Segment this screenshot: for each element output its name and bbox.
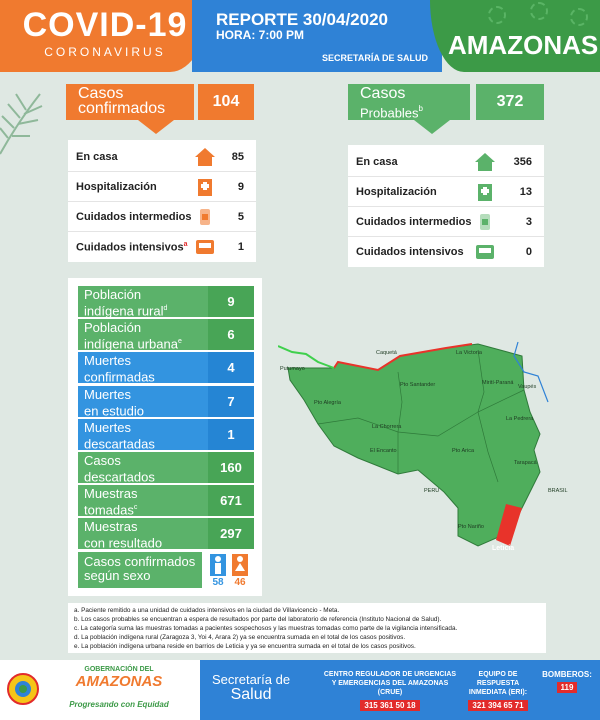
map-label: La Victoria — [456, 350, 482, 356]
stat-value: 297 — [208, 518, 254, 549]
virus-icon — [488, 6, 506, 24]
stat-row — [78, 518, 254, 549]
house-icon — [474, 151, 496, 173]
stat-value: 9 — [208, 286, 254, 317]
slogan: Progresando con Equidad — [69, 700, 169, 709]
confirmados-title-line2: confirmados — [78, 100, 166, 117]
map-label: Pto Nariño — [458, 524, 484, 530]
stat-label-line2: indígena rural — [84, 303, 164, 319]
row-label — [76, 241, 187, 254]
map-label: Pto Santander — [400, 382, 436, 388]
stat-row — [78, 452, 254, 483]
probables-title-line1: Casos — [360, 85, 406, 102]
footnote-a: a. Paciente remitido a una unidad de cuidados intensivos en la ciudad de Villavicencio - Meta. — [74, 607, 340, 614]
row-label: En casa — [76, 151, 118, 163]
stat-label — [84, 388, 204, 418]
row-value: 0 — [525, 246, 532, 258]
stat-label — [84, 454, 204, 484]
stat-value: 1 — [208, 419, 254, 450]
region-banner — [430, 0, 600, 72]
list-item — [348, 207, 544, 237]
gobernacion-block — [40, 666, 198, 709]
secretaria-block — [212, 672, 290, 702]
stat-label-line1: Muestras — [84, 486, 138, 502]
list-item — [68, 202, 256, 232]
stat-label-line1: Población — [84, 287, 142, 302]
footnote-d: d. La población indígena rural (Zaragoza 3, Yoi 4, Arara 2) ya se encuentra sumada en el total de los casos positivos. — [74, 634, 406, 641]
crue-phone[interactable]: 315 361 50 18 — [360, 700, 419, 711]
eri-phone[interactable]: 321 394 65 71 — [468, 700, 527, 711]
row-value: 1 — [237, 241, 244, 253]
map-label: Tarapacá — [514, 460, 537, 466]
virus-icon — [530, 2, 548, 20]
stat-label-line2: tomadas — [84, 502, 134, 518]
covid-subtitle: CORONAVIRUS — [44, 45, 166, 59]
row-value: 5 — [237, 211, 244, 223]
footnote-b: b. Los casos probables se encuentran a espera de resultados por parte del laboratorio de referencia (Instituto Nacional de Salud). — [74, 616, 442, 623]
covid-title: COVID-19 — [22, 6, 188, 44]
map-label: La Chorrera — [372, 424, 402, 430]
stat-label-line2: indígena urbana — [84, 336, 178, 352]
house-icon — [194, 146, 216, 168]
stat-label-line2: en estudio — [84, 402, 144, 418]
list-item — [348, 147, 544, 177]
stat-label — [84, 487, 204, 517]
female-icon — [232, 554, 248, 576]
stat-label — [84, 520, 204, 550]
row-label: En casa — [356, 156, 398, 168]
eri-line1: EQUIPO DE RESPUESTA — [476, 671, 520, 687]
gobernacion-line1: GOBERNACIÓN DEL — [84, 666, 154, 673]
stat-label-line2: descartadas — [84, 436, 155, 452]
footnote-marker: e — [177, 338, 182, 346]
map-label: El Encanto — [370, 448, 397, 454]
stat-value: 4 — [208, 352, 254, 383]
stat-label-line2: descartados — [84, 469, 155, 485]
footnote-e: e. La población indígena urbana reside en barrios de Leticia y ya se encuentra sumada en el total de los casos positivos. — [74, 643, 416, 650]
footnote-c: c. La categoría suma las muestras tomadas a pacientes sospechosos y las muestras tomadas como parte de la vigilancia intensificada. — [74, 625, 458, 632]
probables-title-line2: Probables — [360, 105, 419, 121]
map-label: Pto Arica — [452, 448, 475, 454]
stat-label-line1: Muertes — [84, 419, 131, 435]
row-label: Cuidados intermedios — [356, 216, 472, 228]
row-label: Hospitalización — [76, 181, 157, 193]
row-value: 356 — [513, 156, 532, 168]
eri-block — [462, 670, 534, 711]
confirmados-card — [68, 140, 256, 262]
stat-label-line1: Muertes — [84, 386, 131, 402]
list-item — [68, 142, 256, 172]
map-label: Putumayo — [280, 366, 305, 372]
stat-row — [78, 286, 254, 317]
palm-leaf-icon — [0, 88, 46, 158]
stat-value: 7 — [208, 386, 254, 417]
probables-arrow-icon — [414, 120, 450, 134]
bomberos-block — [538, 670, 596, 693]
row-label: Cuidados intensivos — [356, 246, 464, 258]
confirmados-title-line1: Casos — [78, 85, 124, 102]
row-value: 3 — [525, 216, 532, 228]
stat-value: 671 — [208, 485, 254, 516]
stat-row — [78, 485, 254, 516]
stat-label-line2: confirmadas — [84, 369, 155, 385]
row-label: Hospitalización — [356, 186, 437, 198]
footnote-marker: b — [418, 104, 423, 113]
stat-row — [78, 419, 254, 450]
map-label: Mirití-Paraná — [482, 380, 514, 386]
confirmados-total: 104 — [198, 84, 254, 120]
row-value: 9 — [237, 181, 244, 193]
map-label: BRASIL — [548, 488, 568, 494]
virus-icon — [570, 8, 588, 26]
male-count: 58 — [212, 577, 224, 588]
stat-value: 6 — [208, 319, 254, 350]
stat-row — [78, 352, 254, 383]
icu-monitor-icon — [194, 236, 216, 258]
map-label: Vaupés — [518, 384, 537, 390]
map-label: La Pedrera — [506, 416, 534, 422]
list-item — [68, 232, 256, 262]
report-time: HORA: 7:00 PM — [216, 28, 305, 42]
report-secretaria: SECRETARÍA DE SALUD — [321, 53, 428, 63]
stat-value: 160 — [208, 452, 254, 483]
stat-label-line1: Muertes — [84, 353, 131, 369]
confirmados-title — [66, 84, 194, 120]
probables-title — [348, 84, 470, 120]
report-banner — [192, 0, 442, 72]
stat-label — [84, 354, 204, 384]
row-value: 13 — [519, 186, 532, 198]
bomberos-label: BOMBEROS: — [542, 670, 592, 679]
sexo-row — [78, 552, 202, 588]
crue-line2: Y EMERGENCIAS DEL AMAZONAS (CRUE) — [331, 680, 449, 696]
iv-drip-icon — [474, 211, 496, 233]
hospital-icon — [194, 176, 216, 198]
female-count: 46 — [234, 577, 246, 588]
map-region-shape — [288, 344, 540, 546]
map-label: Leticia — [492, 545, 515, 552]
stat-label — [84, 421, 204, 451]
crue-line1: CENTRO REGULADOR DE URGENCIAS — [323, 671, 457, 678]
secretaria-line1: Secretaría de — [212, 672, 291, 687]
sexo-label-line2: según sexo — [84, 568, 151, 583]
footnote-marker: a — [183, 241, 188, 248]
gobernacion-logo-icon — [6, 672, 40, 706]
covid-banner — [0, 0, 210, 72]
footnote-marker: d — [163, 305, 168, 312]
amazonas-map — [278, 332, 578, 562]
footer — [0, 660, 600, 720]
footer-contact-bar — [200, 660, 600, 720]
header — [0, 0, 600, 72]
hospital-icon — [474, 181, 496, 203]
confirmados-arrow-icon — [138, 120, 174, 134]
list-item — [348, 177, 544, 207]
map-label: Caquetá — [376, 350, 397, 356]
stat-row — [78, 386, 254, 417]
crue-block — [320, 670, 460, 711]
stat-row — [78, 319, 254, 350]
row-value: 85 — [231, 151, 244, 163]
stat-label-line1: Población — [84, 320, 142, 336]
stat-label-line1: Casos — [84, 453, 121, 468]
stat-label — [84, 288, 204, 318]
report-date: REPORTE 30/04/2020 — [216, 10, 388, 29]
probables-total: 372 — [476, 84, 544, 120]
iv-drip-icon — [194, 206, 216, 228]
probables-card — [348, 145, 544, 267]
footnote-marker: c — [133, 504, 138, 512]
region-name: AMAZONAS — [448, 30, 599, 60]
row-label-text: Cuidados intensivos — [76, 241, 184, 254]
list-item — [68, 172, 256, 202]
sexo-label-line1: Casos confirmados — [84, 554, 196, 569]
list-item — [348, 237, 544, 267]
stat-label-line2: con resultado — [84, 535, 163, 551]
footnotes — [68, 603, 546, 653]
putumayo-river-line — [278, 346, 334, 368]
stat-label — [84, 321, 204, 351]
stat-label-line1: Muestras — [84, 519, 138, 535]
male-icon — [210, 554, 226, 576]
eri-line2: INMEDIATA (ERI): — [468, 689, 528, 696]
bomberos-phone[interactable]: 119 — [557, 682, 578, 693]
gobernacion-line2: AMAZONAS — [75, 673, 163, 690]
map-label: PERU — [424, 488, 440, 494]
row-label: Cuidados intermedios — [76, 211, 192, 223]
secretaria-line2: Salud — [230, 686, 272, 703]
map-label: Pto Alegría — [314, 400, 341, 406]
icu-monitor-icon — [474, 241, 496, 263]
